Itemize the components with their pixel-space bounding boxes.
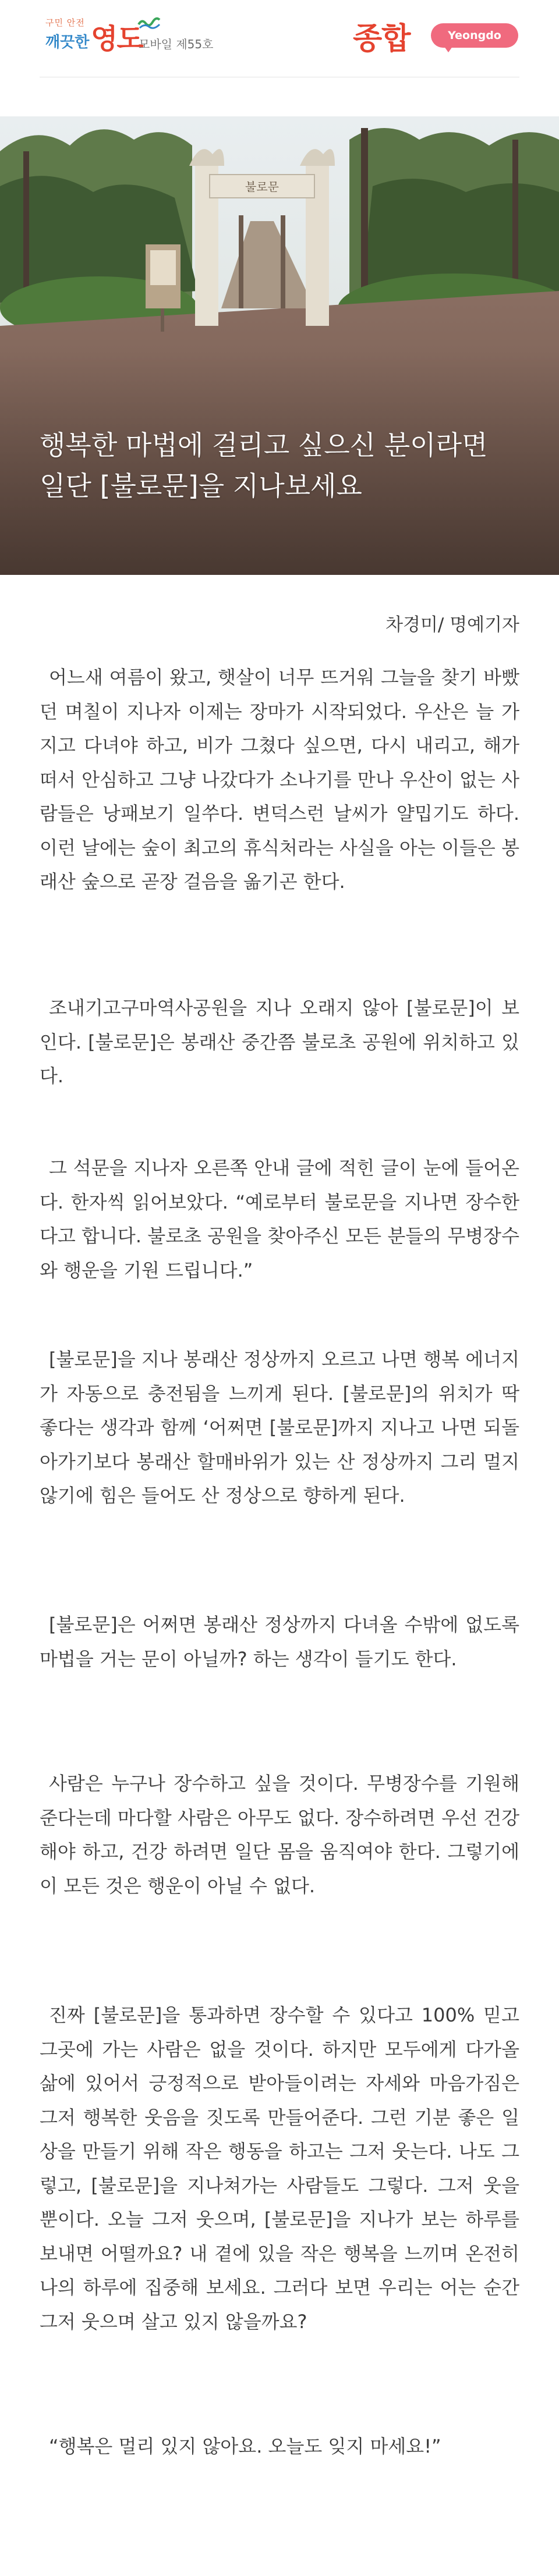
edition-number: 모바일 제55호 [139,37,214,51]
article-paragraph-1: 어느새 여름이 왔고, 햇살이 너무 뜨거워 그늘을 찾기 바빴던 며칠이 지나자 이제는 장마가 시작되었다. 우산은 늘 가지고 다녀야 하고, 비가 그쳤다 싶으면, 다시 내리고, 해가 떠서 안심하고 그냥 나갔다가 소나기를 만나 우산이 없는 사람들은 낭패보기 일쑤다. 변덕스런 날씨가 얄밉기도 하다. 이런 날에는 숲이 최고의 휴식처라는 사실을 아는 이들은 봉래산 숲으로 곧장 걸음을 옮기곤 한다. [40,666,519,893]
logo-title: 영도 [91,23,143,55]
article-paragraph-2: 조내기고구마역사공원을 지나 오래지 않아 [불로문]이 보인다. [불로문]은 봉래산 중간쯤 불로초 공원에 위치하고 있다. [40,997,519,1087]
article-paragraph-3: 그 석문을 지나자 오른쪽 안내 글에 적힌 글이 눈에 들어온다. 한자씩 읽어보았다. “예로부터 불로문을 지나면 장수한다고 합니다. 불로초 공원을 찾아주신 모든 분들의 무병장수와 행운을 기원 드립니다.” [40,1157,519,1281]
hero-image [0,116,559,575]
section-title: 종합 [353,22,411,56]
article-paragraph-4: [불로문]을 지나 봉래산 정상까지 오르고 나면 행복 에너지가 자동으로 충전됨을 느끼게 된다. [불로문]의 위치가 딱 좋다는 생각과 함께 ‘어쩌면 [불로문]까지 지나고 나면 되돌아가기보다 봉래산 할매바위가 있는 산 정상까지 그리 멀지 않기에 힘은 들어도 산 정상으로 향하게 된다. [40,1348,519,1506]
article-paragraph-6: 사람은 누구나 장수하고 싶을 것이다. 무병장수를 기원해준다는데 마다할 사람은 아무도 없다. 장수하려면 우선 건강해야 하고, 건강 하려면 일단 몸을 움직여야 한다. 그렇기에 이 모든 것은 행운이 아닐 수 없다. [40,1772,519,1897]
logo-tagline-top: 구민 안전 [45,17,85,28]
hero-caption: 행복한 마법에 걸리고 싶으신 분이라면 일단 [불로문]을 지나보세요 [40,429,488,502]
gate-sign-text: 불로문 [245,180,279,194]
article-paragraph-5: [불로문]은 어쩌면 봉래산 정상까지 다녀올 수밖에 없도록 마법을 거는 문이 아닐까? 하는 생각이 들기도 한다. [40,1614,519,1670]
news-badge-label: Yeongdo NEWS [448,29,501,66]
news-badge [431,23,518,66]
site-header [0,0,559,81]
article-paragraph-7: 진짜 [불로문]을 통과하면 장수할 수 있다고 100% 믿고 그곳에 가는 사람은 없을 것이다. 하지만 모두에게 다가올 삶에 있어서 긍정적으로 받아들이려는 자세와 마음가짐은 그저 행복한 웃음을 짓도록 만들어준다. 그런 기분 좋은 일상을 만들기 위해 작은 행동을 하고는 그저 웃는다. 나도 그렇고, [불로문]을 지나쳐가는 사람들도 그렇다. 그저 웃을 뿐이다. 오늘 그저 웃으며, [불로문]을 지나가 보는 하루를 보내면 어떨까요? 내 곁에 있을 작은 행복을 느끼며 온전히 나의 하루에 집중해 보세요. 그러다 보면 우리는 어는 순간 그저 웃으며 살고 있지 않을까요? [40,2004,519,2333]
logo-wave-icon [137,16,161,29]
yeongdo-logo[interactable] [45,14,214,61]
logo-tagline: 깨끗한 [45,34,90,51]
article-byline: 차경미/ 명예기자 [385,614,519,635]
article-closing-quote: “행복은 멀리 있지 않아요. 오늘도 잊지 마세요!” [49,2435,441,2457]
